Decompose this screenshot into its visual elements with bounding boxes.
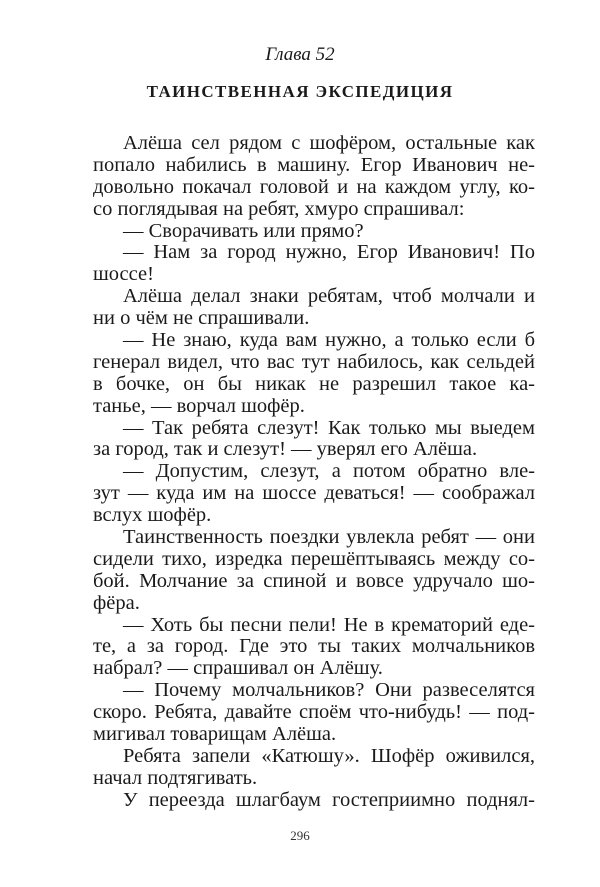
text-line: — Так ребята слезут! Как только мы выедем [123,416,535,439]
text-line: — Сворачивать или прямо? [123,219,364,242]
text-line: бой. Молчание за спиной и вовсе удручало шо- [93,569,535,592]
text-line: со поглядывая на ребят, хмуро спрашивал: [93,197,465,220]
text-line: Алёша сел рядом с шофёром, остальные как [123,132,535,154]
text-line: набрал? — спрашивал он Алёшу. [93,657,383,680]
text-line: — Почему молчальников? Они развеселятся [123,679,535,702]
paragraph [93,242,535,286]
text-line: те, а за город. Где это ты таких молчальников [93,635,535,658]
text-line: за город, так и слезут! — уверял его Алёша. [93,438,478,461]
text-line: Ребята запели «Катюшу». Шофёр оживился, [123,744,535,767]
text-line: У переезда шлагбаум гостеприимно поднял- [123,788,535,811]
text-line: попало набились в машину. Егор Иванович не- [93,153,535,176]
text-line: довольно покачал головой и на каждом углу, ко- [93,175,535,198]
text-line: генерал видел, что вас тут набилось, как сельдей [93,350,535,373]
paragraph [93,461,535,527]
text-line: шоссе! [93,263,154,286]
text-line: мигивал товарищам Алёша. [93,723,337,746]
body-text [93,133,535,812]
text-line: фёра. [93,591,140,614]
text-line: сидели тихо, изредка перешёптываясь между со- [93,547,535,570]
paragraph [93,790,535,812]
text-line: зут — куда им на шоссе деваться! — соображал [93,482,535,505]
chapter-number: Глава 52 [265,44,335,65]
paragraph [93,418,535,462]
paragraph [93,221,535,243]
text-line: — Нам за город нужно, Егор Иванович! По [123,241,535,264]
paragraph [93,680,535,746]
text-line: Алёша делал знаки ребятам, чтоб молчали и [123,285,535,308]
paragraph [93,746,535,790]
paragraph [93,330,535,418]
text-line: — Не знаю, куда вам нужно, а только если б [123,329,535,352]
text-line: вслух шофёр. [93,504,212,527]
text-line: ни о чём не спрашивали. [93,307,310,330]
paragraph [93,133,535,221]
text-line: — Хоть бы песни пели! Не в крематорий еде- [123,613,535,636]
text-line: Таинственность поездки увлекла ребят — они [123,526,535,549]
paragraph [93,527,535,615]
page-number: 296 [290,828,310,843]
text-line: скоро. Ребята, давайте споём что-нибудь! — под- [93,701,535,724]
text-line: в бочке, он бы никак не разрешил такое ка- [93,372,535,395]
text-line: — Допустим, слезут, а потом обратно вле- [123,460,535,483]
text-line: начал подтягивать. [93,766,258,789]
text-line: танье, — ворчал шофёр. [93,394,305,417]
paragraph [93,286,535,330]
chapter-title: ТАИНСТВЕННАЯ ЭКСПЕДИЦИЯ [146,82,454,101]
paragraph [93,615,535,681]
